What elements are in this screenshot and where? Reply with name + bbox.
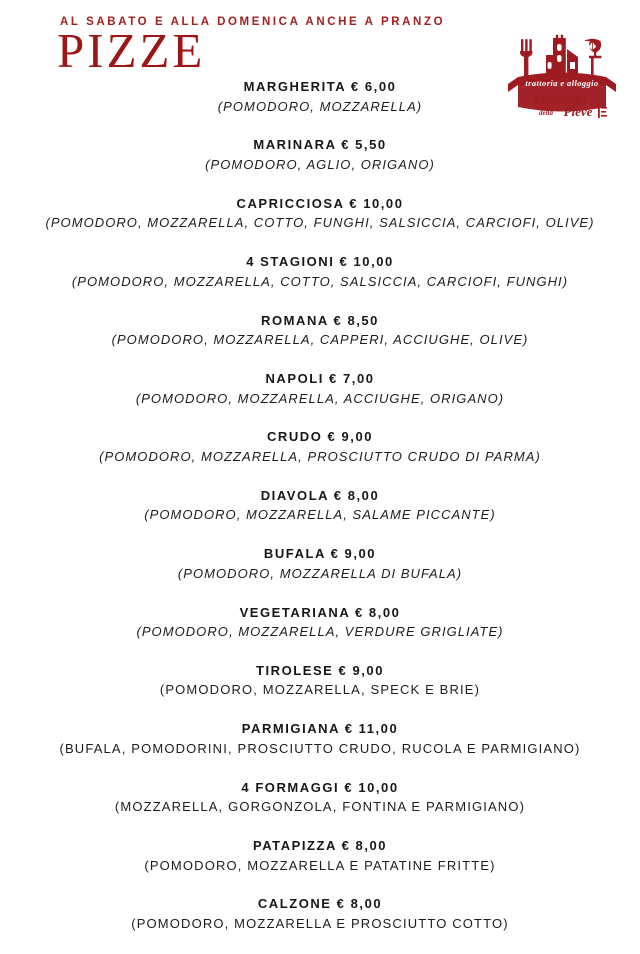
- menu-item-description: (POMODORO, MOZZARELLA E PATATINE FRITTE): [144, 857, 496, 873]
- menu-item-name: PATAPIZZA € 8,00: [252, 838, 388, 854]
- menu-item: [0, 312, 640, 350]
- menu-item: [0, 370, 640, 408]
- menu-item: [0, 545, 640, 583]
- church-icon: [546, 35, 578, 78]
- menu-item-description: (POMODORO, MOZZARELLA E PROSCIUTTO COTTO): [131, 916, 509, 932]
- menu-item: [0, 253, 640, 291]
- menu-item-name: NAPOLI € 7,00: [265, 370, 375, 386]
- menu-item-name: CAPRICCIOSA € 10,00: [236, 195, 404, 211]
- menu-item: [0, 604, 640, 642]
- menu-item-name: CRUDO € 9,00: [266, 429, 374, 445]
- menu-item-description: (POMODORO, MOZZARELLA, VERDURE GRIGLIATE): [136, 624, 504, 640]
- menu-item-description: (POMODORO, MOZZARELLA, ACCIUGHE, ORIGANO): [135, 390, 505, 406]
- header-subtitle: AL SABATO E ALLA DOMENICA ANCHE A PRANZO: [60, 16, 446, 28]
- svg-text:della: della: [539, 109, 553, 117]
- menu-item-description: (MOZZARELLA, GORGONZOLA, FONTINA E PARMIGIANO): [114, 799, 526, 815]
- menu-item-description: (POMODORO, MOZZARELLA, CAPPERI, ACCIUGHE, OLIVE): [111, 332, 529, 348]
- menu-item-description: (POMODORO, MOZZARELLA, SALAME PICCANTE): [144, 507, 496, 523]
- menu-item: [0, 720, 640, 758]
- menu-item: [0, 78, 640, 116]
- menu-item-description: (POMODORO, MOZZARELLA, SPECK E BRIE): [159, 682, 481, 698]
- menu-item-name: VEGETARIANA € 8,00: [239, 604, 401, 620]
- menu-item-name: 4 STAGIONI € 10,00: [246, 254, 394, 270]
- menu-item-name: TIROLESE € 9,00: [255, 662, 384, 678]
- menu-item: [0, 487, 640, 525]
- page-title: PIZZE: [57, 23, 206, 78]
- svg-text:Pieve: Pieve: [563, 104, 593, 119]
- svg-text:Locanda: Locanda: [532, 92, 588, 108]
- wine-glass-icon: [584, 39, 601, 79]
- pizza-menu-list: [0, 78, 640, 954]
- menu-item-description: (BUFALA, POMODORINI, PROSCIUTTO CRUDO, RUCOLA E PARMIGIANO): [59, 740, 581, 756]
- menu-item-name: MARGHERITA € 6,00: [243, 79, 397, 94]
- svg-text:trattoria e alloggio: trattoria e alloggio: [525, 78, 599, 88]
- menu-item-name: PARMIGIANA € 11,00: [241, 721, 399, 737]
- menu-item: [0, 662, 640, 700]
- menu-item: [0, 428, 640, 466]
- menu-item-name: MARINARA € 5,50: [253, 137, 387, 153]
- menu-item-name: BUFALA € 9,00: [263, 546, 377, 562]
- menu-item: [0, 136, 640, 174]
- menu-item-description: (POMODORO, MOZZARELLA, PROSCIUTTO CRUDO DI PARMA): [99, 448, 541, 464]
- menu-item: [0, 195, 640, 233]
- menu-item-description: (POMODORO, MOZZARELLA DI BUFALA): [177, 565, 463, 581]
- menu-item: [0, 895, 640, 933]
- menu-item-name: ROMANA € 8,50: [261, 312, 379, 328]
- menu-item-description: (POMODORO, MOZZARELLA, COTTO, FUNGHI, SALSICCIA, CARCIOFI, OLIVE): [45, 215, 595, 231]
- menu-item: [0, 779, 640, 817]
- menu-item-description: (POMODORO, MOZZARELLA, COTTO, SALSICCIA, CARCIOFI, FUNGHI): [71, 273, 569, 289]
- menu-item-name: 4 FORMAGGI € 10,00: [241, 779, 399, 795]
- fork-icon: [520, 39, 533, 79]
- menu-item-name: CALZONE € 8,00: [257, 896, 383, 912]
- menu-item: [0, 837, 640, 875]
- menu-item-description: (POMODORO, AGLIO, ORIGANO): [205, 156, 435, 172]
- menu-item-description: (POMODORO, MOZZARELLA): [217, 98, 423, 114]
- menu-item-name: DIAVOLA € 8,00: [260, 487, 380, 503]
